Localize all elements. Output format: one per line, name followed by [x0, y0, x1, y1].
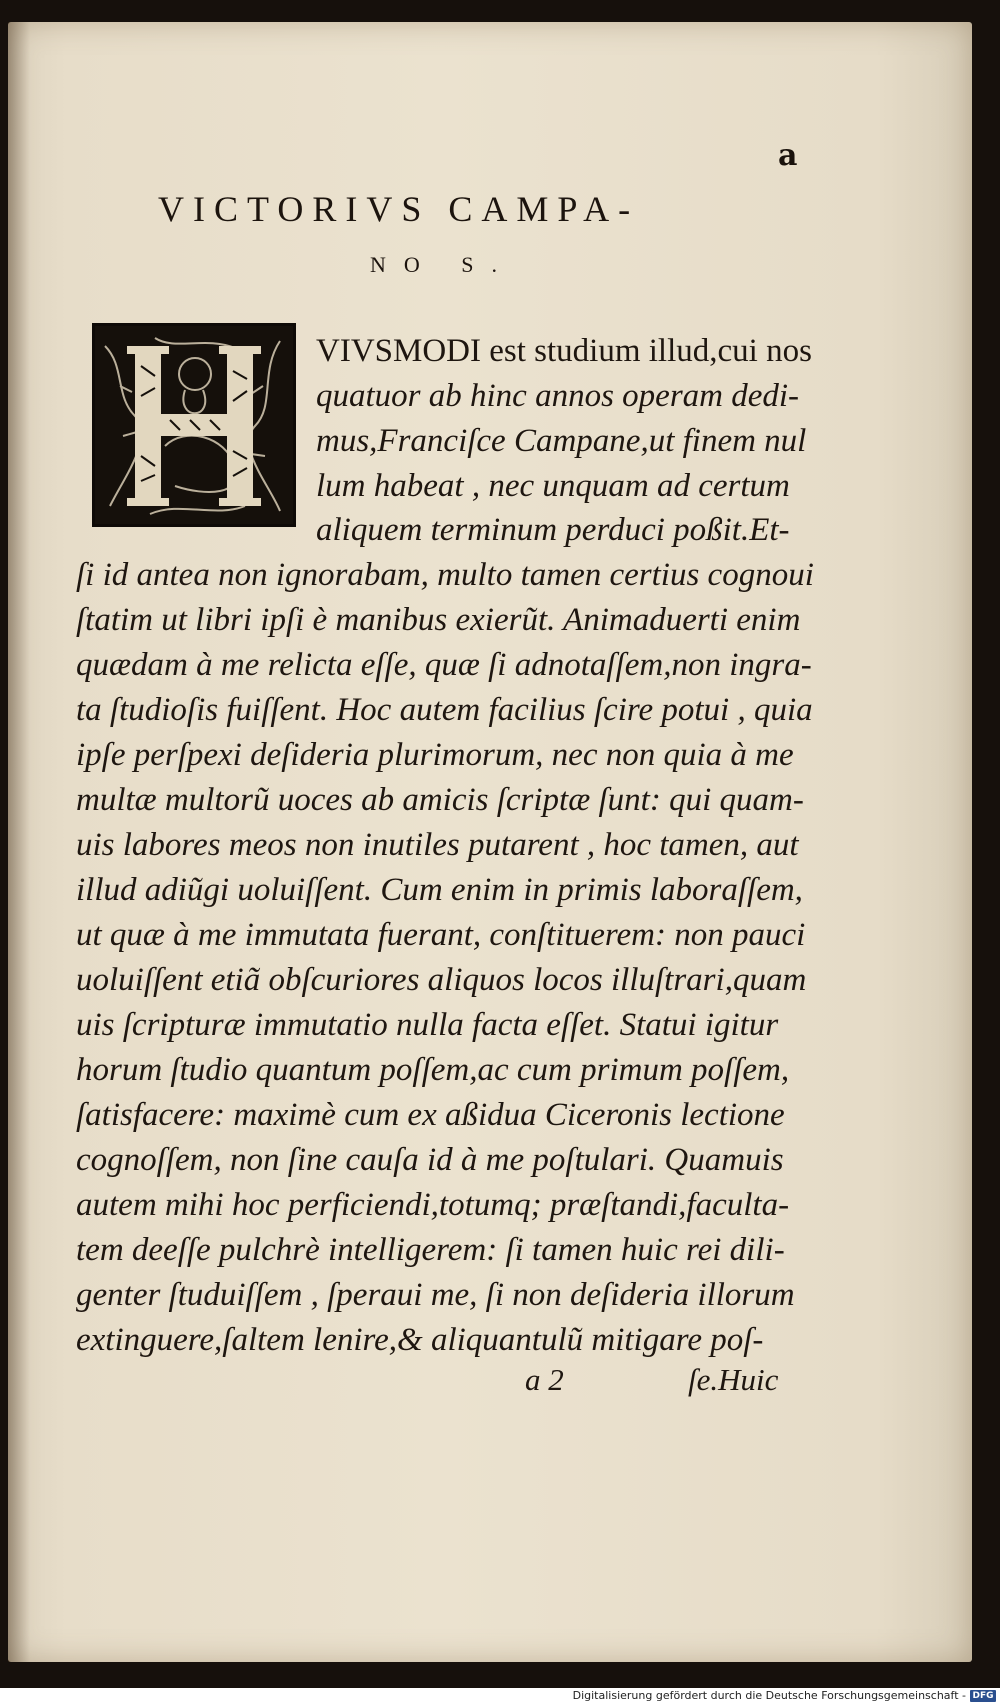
- text-line-13: illud adiũgi uoluiſſent. Cum enim in primis laboraſſem,: [76, 872, 803, 908]
- text-line-8: quædam à me relicta eſſe, quæ ſi adnotaſſem,non ingra-: [76, 647, 812, 683]
- text-line-4: lum habeat , nec unquam ad certum: [316, 468, 790, 504]
- text-line-10: ipſe perſpexi deſideria plurimorum, nec non quia à me: [76, 737, 794, 773]
- text-line-16: uis ſcripturæ immutatio nulla facta eſſet. Statui igitur: [76, 1007, 779, 1043]
- text-line-19: cognoſſem, non ſine cauſa id à me poſtulari. Quamuis: [76, 1142, 784, 1178]
- dfg-logo-icon: DFG: [970, 1690, 996, 1702]
- text-line-18: ſatisfacere: maximè cum ex aßidua Ciceronis lectione: [76, 1097, 785, 1133]
- text-line-21: tem deeſſe pulchrè intelligerem: ſi tamen huic rei dili-: [76, 1232, 785, 1268]
- footer-credit: Digitalisierung gefördert durch die Deutsche Forschungsgemeinschaft -: [572, 1689, 966, 1702]
- folio-number: a: [778, 138, 798, 173]
- text-line-15: uoluiſſent etiã obſcuriores aliquos locos illuſtrari,quam: [76, 962, 807, 998]
- text-line-6: ſi id antea non ignorabam, multo tamen certius cognoui: [76, 557, 814, 593]
- decorated-initial-h-icon: [92, 323, 296, 527]
- text-line-11: multæ multorũ uoces ab amicis ſcriptæ ſunt: qui quam-: [76, 782, 804, 818]
- woodcut-ornament: [95, 326, 293, 524]
- text-line-20: autem mihi hoc perficiendi,totumq; præſtandi,faculta-: [76, 1187, 790, 1223]
- text-line-7: ſtatim ut libri ipſi è manibus exierũt. Animaduerti enim: [76, 602, 801, 638]
- text-line-22: genter ſtuduiſſem , ſperaui me, ſi non deſideria illorum: [76, 1277, 795, 1313]
- signature-mark: a 2: [525, 1362, 564, 1397]
- text-line-5: aliquem terminum perduci poßit.Et-: [316, 512, 790, 548]
- text-line-1: VIVSMODI est studium illud,cui nos: [316, 333, 812, 369]
- text-line-14: ut quæ à me immutata fuerant, conſtituerem: non pauci: [76, 917, 806, 953]
- catchword: ſe.Huic: [688, 1362, 779, 1397]
- text-line-2: quatuor ab hinc annos operam dedi-: [316, 378, 800, 414]
- heading-line-1: VICTORIVS CAMPA-: [158, 189, 640, 229]
- text-line-23: extinguere,ſaltem lenire,& aliquantulũ mitigare poſ-: [76, 1322, 764, 1358]
- text-line-3: mus,Franciſce Campane,ut finem nul: [316, 423, 807, 459]
- text-line-17: horum ſtudio quantum poſſem,ac cum primum poſſem,: [76, 1052, 790, 1088]
- spine-shadow: [8, 22, 30, 1662]
- text-line-9: ta ſtudioſis fuiſſent. Hoc autem facilius ſcire potui , quia: [76, 692, 813, 728]
- text-line-12: uis labores meos non inutiles putarent , hoc tamen, aut: [76, 827, 799, 863]
- heading-line-2: NO S.: [370, 252, 516, 277]
